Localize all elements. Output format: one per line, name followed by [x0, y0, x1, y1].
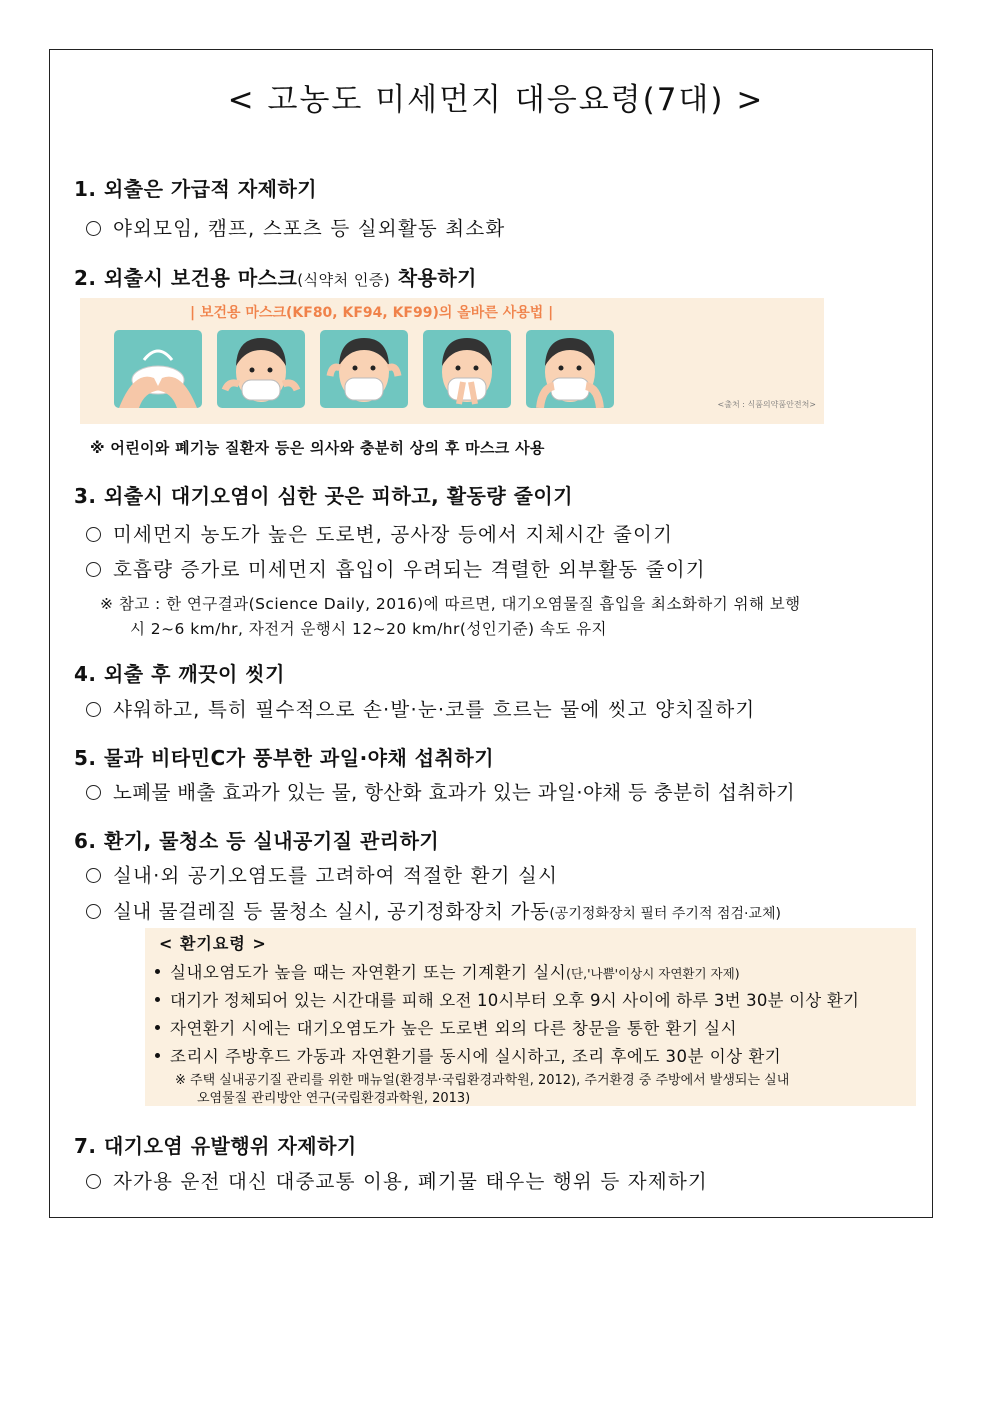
bullet-dot-icon [155, 969, 160, 974]
section-1-heading: 1. 외출은 가급적 자제하기 [74, 177, 318, 201]
section-2-note: ※ 어린이와 폐기능 질환자 등은 의사와 충분히 상의 후 마스크 사용 [90, 439, 545, 457]
circle-bullet-icon [86, 527, 101, 542]
bullet-dot-icon [155, 1025, 160, 1030]
mask-illustration-source: <출처 : 식품의약품안전처> [717, 400, 816, 409]
page-title: < 고농도 미세먼지 대응요령(7대) > [227, 82, 765, 118]
section-3-note-line-1: ※ 참고 : 한 연구결과(Science Daily, 2016)에 따르면, 대기오염물질 흡입을 최소화하기 위해 보행 [100, 595, 801, 613]
ventilation-tips-title: < 환기요령 > [159, 934, 267, 953]
section-3-note-line-2: 시 2~6 km/hr, 자전거 운행시 12~20 km/hr(성인기준) 속도 유지 [130, 620, 607, 638]
circle-bullet-icon [86, 702, 101, 717]
mask-usage-illustration [80, 298, 824, 424]
section-3-item-1: 미세먼지 농도가 높은 도로변, 공사장 등에서 지체시간 줄이기 [86, 519, 673, 547]
ventilation-tip-1: 실내오염도가 높을 때는 자연환기 또는 기계환기 실시(단,'나쁨'이상시 자연환기 자제) [155, 959, 740, 983]
section-6-heading: 6. 환기, 물청소 등 실내공기질 관리하기 [74, 829, 440, 853]
mask-step-4-image [423, 330, 511, 408]
bullet-dot-icon [155, 997, 160, 1002]
circle-bullet-icon [86, 562, 101, 577]
section-2-heading: 2. 외출시 보건용 마스크(식약처 인증) 착용하기 [74, 266, 477, 290]
section-5-item-1: 노폐물 배출 효과가 있는 물, 항산화 효과가 있는 과일·야채 등 충분히 섭취하기 [86, 777, 795, 805]
mask-step-3-image [320, 330, 408, 408]
circle-bullet-icon [86, 785, 101, 800]
circle-bullet-icon [86, 868, 101, 883]
bullet-dot-icon [155, 1053, 160, 1058]
section-7-item-1: 자가용 운전 대신 대중교통 이용, 폐기물 태우는 행위 등 자제하기 [86, 1166, 708, 1194]
circle-bullet-icon [86, 221, 101, 236]
ventilation-tip-4: 조리시 주방후드 가동과 자연환기를 동시에 실시하고, 조리 후에도 30분 이상 환기 [155, 1043, 781, 1067]
mask-step-5-image [526, 330, 614, 408]
section-1-item-1: 야외모임, 캠프, 스포츠 등 실외활동 최소화 [86, 213, 505, 241]
mask-step-1-image [114, 330, 202, 408]
ventilation-tips-note-line-1: ※ 주택 실내공기질 관리를 위한 매뉴얼(환경부·국립환경과학원, 2012), 주거환경 중 주방에서 발생되는 실내 [175, 1073, 790, 1088]
mask-step-2-image [217, 330, 305, 408]
section-3-heading: 3. 외출시 대기오염이 심한 곳은 피하고, 활동량 줄이기 [74, 484, 574, 508]
circle-bullet-icon [86, 1174, 101, 1189]
ventilation-tip-2: 대기가 정체되어 있는 시간대를 피해 오전 10시부터 오후 9시 사이에 하루 3번 30분 이상 환기 [155, 987, 859, 1011]
section-6-item-1: 실내·외 공기오염도를 고려하여 적절한 환기 실시 [86, 860, 558, 888]
section-4-item-1: 샤워하고, 특히 필수적으로 손·발·눈·코를 흐르는 물에 씻고 양치질하기 [86, 694, 755, 722]
ventilation-tip-3: 자연환기 시에는 대기오염도가 높은 도로변 외의 다른 창문을 통한 환기 실시 [155, 1015, 737, 1039]
circle-bullet-icon [86, 904, 101, 919]
ventilation-tips-note-line-2: 오염물질 관리방안 연구(국립환경과학원, 2013) [197, 1091, 471, 1106]
section-4-heading: 4. 외출 후 깨끗이 씻기 [74, 662, 285, 686]
section-3-item-2: 호흡량 증가로 미세먼지 흡입이 우려되는 격렬한 외부활동 줄이기 [86, 554, 706, 582]
section-7-heading: 7. 대기오염 유발행위 자제하기 [74, 1134, 357, 1158]
mask-illustration-caption: | 보건용 마스크(KF80, KF94, KF99)의 올바른 사용법 | [190, 305, 554, 321]
ventilation-tips-box [145, 928, 916, 1106]
section-6-item-2: 실내 물걸레질 등 물청소 실시, 공기정화장치 가동(공기정화장치 필터 주기적 점검·교체) [86, 896, 781, 924]
section-5-heading: 5. 물과 비타민C가 풍부한 과일·야채 섭취하기 [74, 746, 495, 770]
